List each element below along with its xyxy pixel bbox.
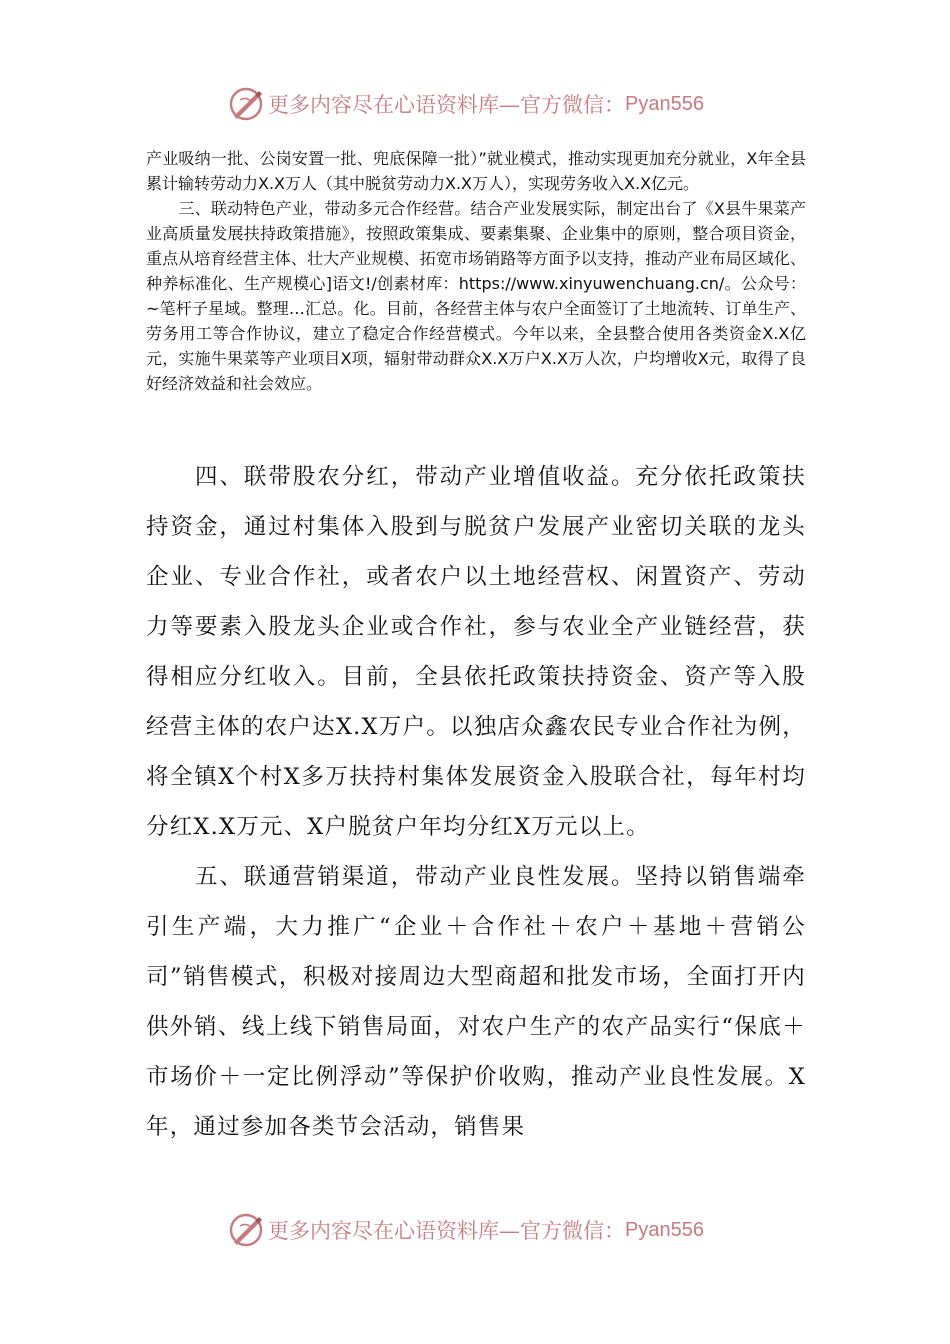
large-text-block xyxy=(146,452,806,1152)
pen-logo-icon xyxy=(228,1212,264,1248)
pen-logo-icon xyxy=(228,86,264,122)
small-text-block xyxy=(146,146,806,396)
small-paragraph: 三、联动特色产业，带动多元合作经营。结合产业发展实际，制定出台了《X县牛果菜产业高质量发展扶持政策措施》，按照政策集成、要素集聚、企业集中的原则，整合项目资金，重点从培育经营主体、壮大产业规模、拓宽市场销路等方面予以支持，推动产业布局区域化、种养标准化、生产规模心]语文!/创素材库：https://www.xinyuwenchuang.cn/。公众号：~笔杆子星域。整理…汇总。化。目前，各经营主体与农户全面签订了土地流转、订单生产、劳务用工等合作协议，建立了稳定合作经营模式。今年以来，全县整合使用各类资金X.X亿元，实施牛果菜等产业项目X项，辐射带动群众X.X万户X.X万人次，户均增收X元，取得了良好经济效益和社会效应。 xyxy=(146,199,806,393)
watermark-handle: Pyan556 xyxy=(625,92,704,115)
large-paragraph: 四、联带股农分红，带动产业增值收益。充分依托政策扶持资金，通过村集体入股到与脱贫户发展产业密切关联的龙头企业、专业合作社，或者农户以土地经营权、闲置资产、劳动力等要素入股龙头企业或合作社，参与农业全产业链经营，获得相应分红收入。目前，全县依托政策扶持资金、资产等入股经营主体的农户达X.X万户。以独店众鑫农民专业合作社为例，将全镇X个村X多万扶持村集体发展资金入股联合社，每年村均分红X.X万元、X户脱贫户年均分红X万元以上。 xyxy=(146,464,806,840)
watermark-text: 更多内容尽在心语资料库—官方微信： xyxy=(268,93,625,117)
watermark-footer xyxy=(228,1210,748,1250)
watermark-handle: Pyan556 xyxy=(625,1218,704,1241)
large-paragraph: 五、联通营销渠道，带动产业良性发展。坚持以销售端牵引生产端，大力推广“企业＋合作社＋农户＋基地＋营销公司”销售模式，积极对接周边大型商超和批发市场，全面打开内供外销、线上线下销售局面，对农户生产的农产品实行“保底＋市场价＋一定比例浮动”等保护价收购，推动产业良性发展。X年，通过参加各类节会活动，销售果 xyxy=(146,864,806,1140)
watermark-text: 更多内容尽在心语资料库—官方微信： xyxy=(268,1219,625,1243)
small-paragraph: 产业吸纳一批、公岗安置一批、兜底保障一批）”就业模式，推动实现更加充分就业，X年全县累计输转劳动力X.X万人（其中脱贫劳动力X.X万人），实现劳务收入X.X亿元。 xyxy=(146,149,806,193)
watermark-header xyxy=(228,84,748,124)
